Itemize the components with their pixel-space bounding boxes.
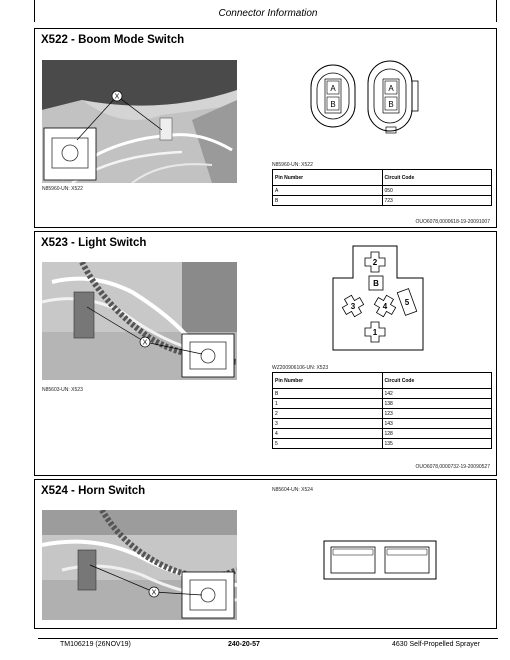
connector-diagram [325,238,435,358]
pin-cell: B [273,196,383,206]
circuit-cell: 135 [382,439,492,449]
footer-manual-id: TM106219 (26NOV19) [60,641,131,648]
section-x522 [34,28,497,228]
pin-label: B [330,100,336,109]
section-title: X524 - Horn Switch [41,485,146,497]
table-row [273,389,492,399]
circuit-cell: 128 [382,429,492,439]
connector-caption: N85960-UN: X522 [272,162,313,168]
footer-product-name: 4630 Self-Propelled Sprayer [392,641,480,648]
column-header-pin: Pin Number [273,170,383,186]
circuit-cell: 138 [382,399,492,409]
connector-caption: N85604-UN: X524 [272,487,313,493]
pin-cell: 3 [273,419,383,429]
photo-caption: N85603-UN: X523 [42,387,83,393]
table-row [273,196,492,206]
section-x524 [34,479,497,629]
connector-diagram [305,57,425,137]
column-header-circuit: Circuit Code [382,373,492,389]
binding-line-left [34,0,35,22]
pin-label: 4 [382,302,388,311]
pin-label: 5 [404,298,410,307]
connector-photo [42,510,237,620]
connector-photo [42,262,237,380]
circuit-cell: 123 [382,409,492,419]
pin-table [272,372,492,449]
pin-label: B [388,100,394,109]
pin-label: B [373,279,379,288]
pin-cell: 4 [273,429,383,439]
pin-label: 2 [372,258,378,267]
photo-caption: N85960-UN: X522 [42,186,83,192]
table-row [273,419,492,429]
callout-label: X [114,93,120,101]
section-x523 [34,231,497,476]
pin-cell: A [273,186,383,196]
footer-rule [38,638,498,639]
table-row [273,439,492,449]
page-header-title: Connector Information [218,8,318,19]
table-row [273,429,492,439]
column-header-pin: Pin Number [273,373,383,389]
callout-label: X [142,339,148,347]
pin-label: A [388,84,394,93]
table-row [273,186,492,196]
pin-label: 3 [350,302,356,311]
callout-label: X [151,589,157,597]
pin-cell: 2 [273,409,383,419]
connector-photo [42,60,237,183]
circuit-cell: 142 [382,389,492,399]
pin-label: A [330,84,336,93]
section-title: X523 - Light Switch [41,237,147,249]
reference-code: OUO6078,0000618-19-20091007 [415,219,490,225]
pin-cell: 5 [273,439,383,449]
table-row [273,409,492,419]
footer-page-number: 240-20-57 [228,641,260,648]
column-header-circuit: Circuit Code [382,170,492,186]
circuit-cell: 143 [382,419,492,429]
pin-table [272,169,492,206]
pin-cell: B [273,389,383,399]
circuit-cell: 050 [382,186,492,196]
section-title: X522 - Boom Mode Switch [41,34,185,46]
circuit-cell: 723 [382,196,492,206]
table-row [273,399,492,409]
connector-diagram [320,535,440,585]
pin-label: 1 [372,328,378,337]
pin-cell: 1 [273,399,383,409]
connector-caption: WZ200906106-UN: X523 [272,365,329,371]
reference-code: OUO6078,0000732-19-20090527 [415,464,490,470]
